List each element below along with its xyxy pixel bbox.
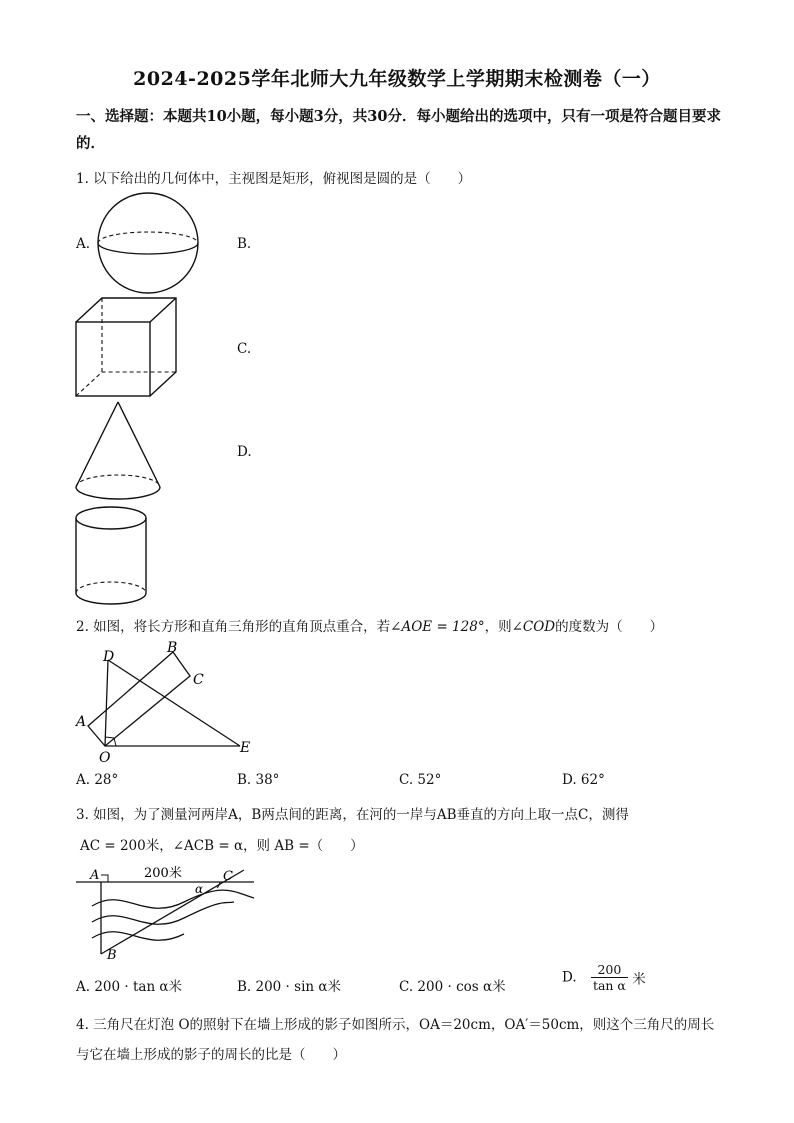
q2-figure xyxy=(72,638,272,768)
q1-option-c-label[interactable]: C. xyxy=(237,341,252,357)
question-3-line1: 3. 如图，为了测量河两岸A，B两点间的距离，在河的一岸与AB垂直的方向上取一点C，测得 xyxy=(76,807,629,823)
q2-option-d[interactable]: D. 62° xyxy=(562,772,605,788)
q3-option-d-unit: 米 xyxy=(632,971,646,988)
cylinder-figure xyxy=(74,505,150,609)
q3-option-a[interactable]: A. 200 · tan α米 xyxy=(76,979,183,995)
q2-label-o: O xyxy=(99,750,111,766)
q2-stem-suffix: 的度数为（ ） xyxy=(555,619,664,635)
q1-option-b-label[interactable]: B. xyxy=(237,236,252,252)
q1-option-a-label[interactable]: A. xyxy=(76,236,91,252)
sphere-figure xyxy=(94,192,202,294)
q3-option-d-fraction xyxy=(591,962,628,993)
section-heading: 一、选择题：本题共10小题，每小题3分，共30分．每小题给出的选项中，只有一项是符合题目要求的． xyxy=(76,108,721,152)
q3-figure xyxy=(74,862,259,962)
q2-target-angle: ∠COD xyxy=(511,619,556,635)
q2-label-b: B xyxy=(167,640,178,656)
question-1-stem: 1. 以下给出的几何体中，主视图是矩形，俯视图是圆的是（ ） xyxy=(76,171,472,187)
q2-option-a[interactable]: A. 28° xyxy=(76,772,119,788)
q3-option-d-denominator: tan α xyxy=(592,978,626,993)
q3-option-b[interactable]: B. 200 · sin α米 xyxy=(237,979,341,995)
q2-stem-mid: ，则 xyxy=(484,619,512,635)
q2-angle-expression: ∠AOE = 128° xyxy=(390,619,485,635)
q3-distance-label: 200米 xyxy=(144,866,182,881)
q2-stem-prefix: 2. 如图，将长方形和直角三角形的直角顶点重合，若 xyxy=(76,619,391,635)
cone-figure xyxy=(74,400,164,502)
q3-label-alpha: α xyxy=(195,882,204,896)
question-4-line1: 4. 三角尺在灯泡 O的照射下在墙上形成的影子如图所示，OA＝20cm，OA′＝50cm，则这个三角尺的周长 xyxy=(76,1017,715,1033)
q2-label-d: D xyxy=(103,649,115,665)
question-2-stem xyxy=(76,615,663,635)
q3-label-a: A xyxy=(90,868,100,883)
page-title: 2024-2025学年北师大九年级数学上学期期末检测卷（一） xyxy=(133,68,661,90)
q3-option-c[interactable]: C. 200 · cos α米 xyxy=(399,979,506,995)
q3-option-d-prefix: D. xyxy=(562,969,577,986)
q3-label-b: B xyxy=(107,948,117,963)
cube-figure xyxy=(74,296,180,400)
question-4-line2: 与它在墙上形成的影子的周长的比是（ ） xyxy=(76,1047,346,1063)
q2-option-c[interactable]: C. 52° xyxy=(399,772,442,788)
q3-option-d-numerator: 200 xyxy=(591,962,628,978)
q2-label-e: E xyxy=(240,740,251,756)
q2-label-a: A xyxy=(76,714,87,730)
q1-option-d-label[interactable]: D. xyxy=(237,444,252,460)
q2-option-b[interactable]: B. 38° xyxy=(237,772,280,788)
q2-label-c: C xyxy=(193,672,204,688)
question-3-line2: AC = 200米，∠ACB = α，则 AB =（ ） xyxy=(80,838,364,854)
q3-option-d[interactable] xyxy=(562,962,646,993)
q3-label-c: C xyxy=(223,869,233,884)
